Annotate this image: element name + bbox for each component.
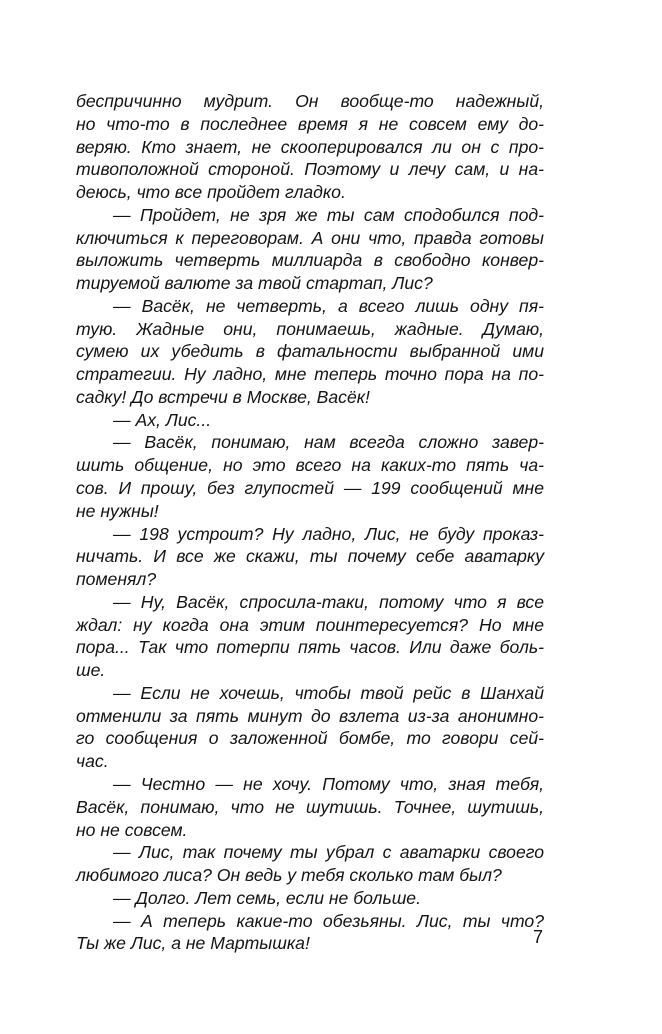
text-line: поменял? — [76, 569, 157, 590]
text-line: ждал: ну когда она этим поинтересуется? Но мне — [76, 614, 544, 635]
text-line: ничать. И все же скажи, ты почему себе аватарку — [76, 546, 544, 567]
text-line: — Ах, Лис... — [113, 409, 212, 430]
text-line: любимого лиса? Он ведь у тебя сколько там был? — [76, 865, 502, 886]
text-line: сумею их убедить в фатальности выбранной ими — [76, 341, 544, 362]
text-line: го сообщения о заложенной бомбе, то говори сей- — [76, 728, 544, 749]
text-line: сов. И прошу, без глупостей — 199 сообщений мне — [76, 478, 544, 499]
text-line: — Если не хочешь, чтобы твой рейс в Шанхай — [113, 682, 544, 703]
text-line: тируемой валюте за твой стартап, Лис? — [76, 273, 433, 294]
text-line: беспричинно мудрит. Он вообще-то надежный, — [76, 91, 544, 111]
text-line: тивоположной стороной. Поэтому и лечу сам, и на- — [76, 159, 544, 180]
text-line: но не совсем. — [76, 819, 188, 840]
text-line: веряю. Кто знает, не скооперировался ли он с про- — [76, 136, 544, 157]
text-line: — Честно — не хочу. Потому что, зная тебя, — [113, 773, 544, 794]
text-line: деюсь, что все пройдет гладко. — [76, 182, 346, 203]
text-line: но что-то в последнее время я не совсем ему до- — [76, 113, 544, 134]
text-line: ключиться к переговорам. А они что, правда готовы — [76, 227, 544, 248]
text-line: — Лис, так почему ты убрал с аватарки своего — [113, 842, 544, 863]
text-line: — Васёк, не четверть, а всего лишь одну пя- — [113, 295, 544, 316]
text-line: — 198 устроит? Ну ладно, Лис, не буду проказ- — [113, 523, 544, 544]
text-line: — А теперь какие-то обезьяны. Лис, ты что? — [113, 910, 544, 931]
text-line: выложить четверть миллиарда в свободно конвер- — [76, 250, 544, 271]
text-line: — Васёк, понимаю, нам всегда сложно завер- — [113, 432, 544, 453]
text-line: — Долго. Лет семь, если не больше. — [113, 887, 421, 908]
text-line: отменили за пять минут до взлета из-за анонимно- — [76, 705, 544, 726]
text-line: шить общение, но это всего на каких-то пять ча- — [76, 455, 544, 476]
text-line: Ты же Лис, а не Мартышка! — [76, 933, 310, 954]
text-line: ше. — [76, 660, 106, 681]
text-line: Васёк, понимаю, что не шутишь. Точнее, шутишь, — [76, 796, 544, 817]
text-line: стратегии. Ну ладно, мне теперь точно пора на по- — [76, 364, 544, 385]
text-line: пора... Так что потерпи пять часов. Или даже боль- — [76, 637, 544, 658]
text-line: — Ну, Васёк, спросила-таки, потому что я все — [113, 591, 544, 612]
page-number: 7 — [532, 927, 543, 947]
text-line: — Пройдет, не зря же ты сам сподобился под- — [113, 204, 544, 225]
body-text — [76, 90, 544, 955]
text-line: садку! До встречи в Москве, Васёк! — [76, 386, 370, 407]
text-line: час. — [76, 751, 109, 772]
text-line: тую. Жадные они, понимаешь, жадные. Думаю, — [76, 318, 544, 339]
text-line: не нужны! — [76, 500, 159, 521]
